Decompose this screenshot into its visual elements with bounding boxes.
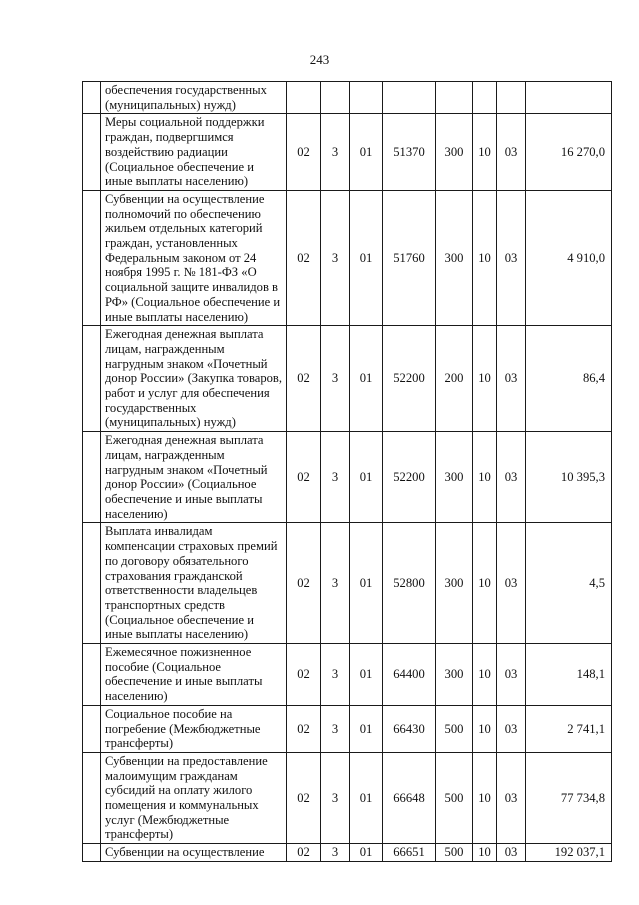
row-margin-cell [83,705,101,752]
code-cell [383,82,436,114]
code-cell: 01 [350,326,383,432]
amount-cell: 10 395,3 [526,432,612,523]
row-margin-cell [83,523,101,644]
code-cell: 51370 [383,114,436,191]
code-cell: 03 [497,844,526,862]
code-cell: 3 [321,190,350,325]
code-cell [350,82,383,114]
row-margin-cell [83,326,101,432]
code-cell: 3 [321,326,350,432]
code-cell: 01 [350,644,383,706]
amount-cell: 86,4 [526,326,612,432]
code-cell [473,82,497,114]
page-number: 243 [309,52,330,67]
code-cell: 3 [321,844,350,862]
code-cell: 03 [497,326,526,432]
code-cell: 01 [350,705,383,752]
amount-cell: 4 910,0 [526,190,612,325]
expense-name-cell: Ежегодная денежная выплата лицам, награжденным нагрудным знаком «Почетный донор России» (Закупка товаров, работ и услуг для обеспечения государственных (муниципальных) нужд) [101,326,287,432]
code-cell: 02 [287,705,321,752]
expense-name-cell: Выплата инвалидам компенсации страховых премий по договору обязательного страхования гражданской ответственности владельцев транспортных средств (Социальное обеспечение и иные выплаты населению) [101,523,287,644]
code-cell: 02 [287,752,321,843]
code-cell: 02 [287,644,321,706]
code-cell: 3 [321,432,350,523]
code-cell: 3 [321,114,350,191]
code-cell: 02 [287,523,321,644]
code-cell: 02 [287,432,321,523]
code-cell: 66651 [383,844,436,862]
expense-name-cell: Субвенции на осуществление полномочий по обеспечению жильем отдельных категорий граждан, установленных Федеральным законом от 24 ноября 1995 г. № 181-ФЗ «О социальной защите инвалидов в РФ» (Социальное обеспечение и иные выплаты населению) [101,190,287,325]
code-cell: 300 [436,190,473,325]
code-cell: 300 [436,114,473,191]
code-cell: 64400 [383,644,436,706]
code-cell: 10 [473,705,497,752]
code-cell: 10 [473,844,497,862]
code-cell: 10 [473,432,497,523]
code-cell: 01 [350,190,383,325]
table-row [83,752,612,843]
amount-cell [526,82,612,114]
code-cell: 300 [436,644,473,706]
code-cell: 500 [436,844,473,862]
code-cell [321,82,350,114]
amount-cell: 4,5 [526,523,612,644]
amount-cell: 148,1 [526,644,612,706]
code-cell: 03 [497,523,526,644]
code-cell [436,82,473,114]
code-cell: 01 [350,844,383,862]
code-cell: 02 [287,326,321,432]
table-row [83,844,612,862]
expense-name-cell: обеспечения государственных (муниципальных) нужд) [101,82,287,114]
code-cell: 02 [287,844,321,862]
code-cell [287,82,321,114]
expense-name-cell: Субвенции на осуществление [101,844,287,862]
expense-name-cell: Социальное пособие на погребение (Межбюджетные трансферты) [101,705,287,752]
code-cell: 3 [321,705,350,752]
code-cell: 03 [497,752,526,843]
expense-name-cell: Меры социальной поддержки граждан, подвергшимся воздействию радиации (Социальное обеспечение и иные выплаты населению) [101,114,287,191]
code-cell: 02 [287,114,321,191]
code-cell: 10 [473,190,497,325]
code-cell: 3 [321,523,350,644]
table-body [83,82,612,862]
table-row [83,82,612,114]
code-cell: 03 [497,114,526,191]
table-row [83,523,612,644]
code-cell: 66430 [383,705,436,752]
code-cell: 500 [436,705,473,752]
amount-cell: 16 270,0 [526,114,612,191]
code-cell: 02 [287,190,321,325]
code-cell: 10 [473,523,497,644]
code-cell: 52200 [383,432,436,523]
code-cell: 500 [436,752,473,843]
code-cell: 300 [436,432,473,523]
budget-table [82,81,612,862]
code-cell: 51760 [383,190,436,325]
table-row [83,644,612,706]
amount-cell: 77 734,8 [526,752,612,843]
table-row [83,326,612,432]
expense-name-cell: Ежемесячное пожизненное пособие (Социальное обеспечение и иные выплаты населению) [101,644,287,706]
code-cell: 10 [473,114,497,191]
expense-name-cell: Ежегодная денежная выплата лицам, награжденным нагрудным знаком «Почетный донор России» (Социальное обеспечение и иные выплаты населению) [101,432,287,523]
table-row [83,114,612,191]
code-cell: 10 [473,644,497,706]
code-cell: 3 [321,752,350,843]
code-cell: 03 [497,190,526,325]
code-cell [497,82,526,114]
code-cell: 01 [350,523,383,644]
code-cell: 03 [497,644,526,706]
table-row [83,705,612,752]
expense-name-cell: Субвенции на предоставление малоимущим гражданам субсидий на оплату жилого помещения и коммунальных услуг (Межбюджетные трансферты) [101,752,287,843]
row-margin-cell [83,844,101,862]
code-cell: 66648 [383,752,436,843]
code-cell: 10 [473,326,497,432]
code-cell: 01 [350,432,383,523]
amount-cell: 192 037,1 [526,844,612,862]
row-margin-cell [83,190,101,325]
row-margin-cell [83,82,101,114]
code-cell: 52800 [383,523,436,644]
row-margin-cell [83,644,101,706]
amount-cell: 2 741,1 [526,705,612,752]
row-margin-cell [83,752,101,843]
row-margin-cell [83,432,101,523]
code-cell: 300 [436,523,473,644]
code-cell: 3 [321,644,350,706]
code-cell: 52200 [383,326,436,432]
code-cell: 03 [497,705,526,752]
code-cell: 01 [350,114,383,191]
code-cell: 03 [497,432,526,523]
code-cell: 01 [350,752,383,843]
table-row [83,190,612,325]
code-cell: 10 [473,752,497,843]
table-row [83,432,612,523]
code-cell: 200 [436,326,473,432]
row-margin-cell [83,114,101,191]
